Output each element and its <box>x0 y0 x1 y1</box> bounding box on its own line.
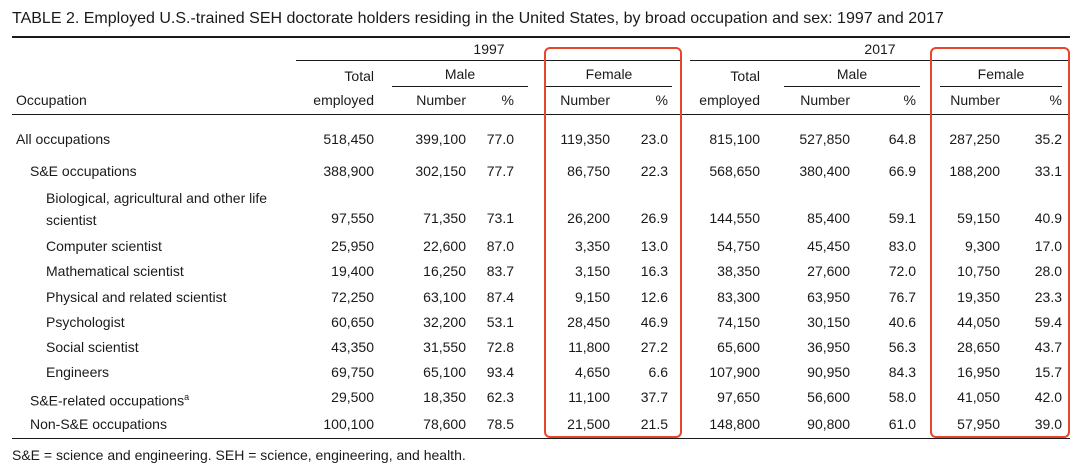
header-pct-female-1997: % <box>655 92 668 108</box>
cell-male-pct-2017: 83.0 <box>888 238 916 254</box>
cell-total-2017: 54,750 <box>717 238 760 254</box>
cell-female-pct-1997: 27.2 <box>640 339 668 355</box>
cell-female-number-2017: 59,150 <box>957 210 1000 226</box>
cell-male-pct-2017: 58.0 <box>888 389 916 405</box>
header-rule <box>12 114 1070 115</box>
cell-male-pct-2017: 84.3 <box>888 364 916 380</box>
header-number-male-1997: Number <box>416 92 466 108</box>
table-title: TABLE 2. Employed U.S.-trained SEH doctorate holders residing in the United States, by broad occupation and sex: 1997 and 2017 <box>12 10 944 27</box>
cell-male-pct-1997: 62.3 <box>486 389 514 405</box>
rule-male-1997 <box>392 86 528 87</box>
cell-male-number-2017: 90,950 <box>807 364 850 380</box>
row-label: Social scientist <box>46 339 139 355</box>
cell-total-1997: 518,450 <box>323 131 374 147</box>
cell-male-number-2017: 45,450 <box>807 238 850 254</box>
cell-male-pct-1997: 87.4 <box>486 289 514 305</box>
row-label: Engineers <box>46 364 110 380</box>
row-label: Non-S&E occupations <box>30 416 167 432</box>
cell-total-2017: 815,100 <box>709 131 760 147</box>
header-total-1997-a: Total <box>344 68 374 84</box>
cell-male-pct-2017: 61.0 <box>888 416 916 432</box>
row-label: S&E-related occupations$^a$ <box>30 392 190 409</box>
cell-male-pct-2017: 40.6 <box>888 314 916 330</box>
cell-total-2017: 97,650 <box>717 389 760 405</box>
header-occupation: Occupation <box>16 92 87 108</box>
cell-total-2017: 83,300 <box>717 289 760 305</box>
cell-total-2017: 38,350 <box>717 263 760 279</box>
header-number-female-2017: Number <box>950 92 1000 108</box>
cell-total-1997: 29,500 <box>331 389 374 405</box>
cell-female-number-2017: 44,050 <box>957 314 1000 330</box>
cell-male-pct-1997: 72.8 <box>486 339 514 355</box>
header-year-2017: 2017 <box>864 41 896 57</box>
highlight-female-2017 <box>930 47 1070 438</box>
cell-female-pct-2017: 40.9 <box>1034 210 1062 226</box>
cell-total-2017: 74,150 <box>717 314 760 330</box>
cell-male-number-1997: 31,550 <box>423 339 466 355</box>
cell-male-number-2017: 63,950 <box>807 289 850 305</box>
cell-male-pct-1997: 83.7 <box>486 263 514 279</box>
header-pct-male-2017: % <box>903 92 916 108</box>
cell-total-2017: 65,600 <box>717 339 760 355</box>
bottom-rule <box>12 438 1070 439</box>
header-male-1997: Male <box>444 66 476 82</box>
cell-female-number-1997: 26,200 <box>567 210 610 226</box>
cell-total-1997: 388,900 <box>323 163 374 179</box>
cell-total-2017: 107,900 <box>709 364 760 380</box>
cell-total-1997: 97,550 <box>331 210 374 226</box>
cell-female-pct-2017: 23.3 <box>1034 289 1062 305</box>
cell-female-number-1997: 4,650 <box>574 364 610 380</box>
cell-female-pct-2017: 15.7 <box>1034 364 1062 380</box>
cell-male-number-2017: 380,400 <box>799 163 850 179</box>
cell-male-pct-1997: 73.1 <box>486 210 514 226</box>
cell-female-pct-2017: 43.7 <box>1034 339 1062 355</box>
cell-female-number-2017: 57,950 <box>957 416 1000 432</box>
cell-female-pct-1997: 21.5 <box>640 416 668 432</box>
cell-male-pct-1997: 78.5 <box>486 416 514 432</box>
cell-male-number-2017: 56,600 <box>807 389 850 405</box>
row-label-line2: scientist <box>46 212 97 228</box>
row-label <box>46 186 267 232</box>
cell-total-2017: 144,550 <box>709 210 760 226</box>
cell-male-pct-1997: 87.0 <box>486 238 514 254</box>
header-year-1997: 1997 <box>473 41 505 57</box>
cell-female-number-2017: 19,350 <box>957 289 1000 305</box>
cell-total-1997: 25,950 <box>331 238 374 254</box>
header-total-2017-a: Total <box>730 68 760 84</box>
footnote-marker: a <box>184 392 190 402</box>
cell-female-pct-1997: 46.9 <box>640 314 668 330</box>
cell-male-pct-2017: 64.8 <box>888 131 916 147</box>
row-label: All occupations <box>16 131 111 147</box>
cell-male-number-1997: 399,100 <box>415 131 466 147</box>
header-pct-female-2017: % <box>1049 92 1062 108</box>
header-total-1997-b: employed <box>313 92 374 108</box>
cell-female-number-2017: 287,250 <box>949 131 1000 147</box>
cell-female-pct-2017: 59.4 <box>1034 314 1062 330</box>
cell-male-pct-2017: 56.3 <box>888 339 916 355</box>
cell-female-number-1997: 11,800 <box>568 339 610 355</box>
row-label: S&E occupations <box>30 163 137 179</box>
cell-female-pct-1997: 37.7 <box>640 389 668 405</box>
cell-male-number-1997: 302,150 <box>415 163 466 179</box>
cell-female-number-2017: 28,650 <box>957 339 1000 355</box>
cell-female-number-2017: 188,200 <box>949 163 1000 179</box>
cell-male-pct-2017: 66.9 <box>888 163 916 179</box>
header-pct-male-1997: % <box>501 92 514 108</box>
header-total-2017-b: employed <box>699 92 760 108</box>
header-number-female-1997: Number <box>560 92 610 108</box>
cell-female-number-1997: 28,450 <box>567 314 610 330</box>
cell-female-pct-2017: 17.0 <box>1034 238 1062 254</box>
header-male-2017: Male <box>836 66 868 82</box>
top-rule <box>12 36 1070 38</box>
cell-male-pct-2017: 59.1 <box>888 210 916 226</box>
cell-female-number-2017: 9,300 <box>964 238 1000 254</box>
row-label: Mathematical scientist <box>46 263 184 279</box>
cell-female-pct-2017: 35.2 <box>1034 131 1062 147</box>
cell-male-number-2017: 90,800 <box>807 416 850 432</box>
cell-female-number-1997: 119,350 <box>560 131 610 147</box>
cell-male-pct-2017: 76.7 <box>888 289 916 305</box>
cell-male-number-1997: 18,350 <box>423 389 466 405</box>
cell-female-pct-2017: 28.0 <box>1034 263 1062 279</box>
cell-male-number-1997: 63,100 <box>423 289 466 305</box>
cell-male-pct-1997: 53.1 <box>486 314 514 330</box>
row-label: Computer scientist <box>46 238 162 254</box>
cell-female-number-2017: 16,950 <box>957 364 1000 380</box>
cell-male-number-2017: 85,400 <box>807 210 850 226</box>
cell-male-number-1997: 71,350 <box>423 210 466 226</box>
cell-total-1997: 69,750 <box>331 364 374 380</box>
row-label-line1: Biological, agricultural and other life <box>46 190 268 206</box>
cell-female-pct-1997: 12.6 <box>640 289 668 305</box>
highlight-female-1997 <box>544 47 682 438</box>
cell-male-number-1997: 32,200 <box>423 314 466 330</box>
cell-female-number-2017: 41,050 <box>957 389 1000 405</box>
cell-male-number-2017: 36,950 <box>807 339 850 355</box>
cell-male-number-1997: 78,600 <box>423 416 466 432</box>
header-female-2017: Female <box>977 66 1025 82</box>
cell-male-number-1997: 22,600 <box>423 238 466 254</box>
cell-total-1997: 72,250 <box>331 289 374 305</box>
cell-female-number-1997: 86,750 <box>567 163 610 179</box>
cell-total-2017: 148,800 <box>709 416 760 432</box>
cell-female-pct-1997: 6.6 <box>648 364 668 380</box>
cell-female-number-1997: 9,150 <box>574 289 610 305</box>
cell-male-pct-1997: 93.4 <box>486 364 514 380</box>
header-number-male-2017: Number <box>800 92 850 108</box>
rule-male-2017 <box>784 86 920 87</box>
cell-female-number-1997: 21,500 <box>567 416 610 432</box>
cell-female-pct-2017: 39.0 <box>1034 416 1062 432</box>
cell-male-number-2017: 527,850 <box>799 131 850 147</box>
cell-female-number-2017: 10,750 <box>957 263 1000 279</box>
cell-male-number-2017: 30,150 <box>807 314 850 330</box>
cell-male-pct-2017: 72.0 <box>888 263 916 279</box>
cell-female-pct-2017: 33.1 <box>1034 163 1062 179</box>
cell-female-pct-1997: 26.9 <box>640 210 668 226</box>
cell-male-number-1997: 16,250 <box>423 263 466 279</box>
cell-total-1997: 19,400 <box>331 263 374 279</box>
cell-female-number-1997: 11,100 <box>568 389 610 405</box>
cell-female-number-1997: 3,150 <box>574 263 610 279</box>
cell-female-pct-2017: 42.0 <box>1034 389 1062 405</box>
cell-male-number-1997: 65,100 <box>423 364 466 380</box>
footnote: S&E = science and engineering. SEH = science, engineering, and health. <box>12 447 466 463</box>
cell-total-1997: 100,100 <box>323 416 374 432</box>
cell-female-pct-1997: 22.3 <box>640 163 668 179</box>
cell-female-number-1997: 3,350 <box>574 238 610 254</box>
cell-male-number-2017: 27,600 <box>807 263 850 279</box>
cell-total-2017: 568,650 <box>709 163 760 179</box>
cell-male-pct-1997: 77.0 <box>486 131 514 147</box>
cell-female-pct-1997: 23.0 <box>640 131 668 147</box>
row-label: Psychologist <box>46 314 125 330</box>
cell-female-pct-1997: 13.0 <box>640 238 668 254</box>
cell-female-pct-1997: 16.3 <box>640 263 668 279</box>
header-female-1997: Female <box>585 66 633 82</box>
row-label: Physical and related scientist <box>46 289 227 305</box>
cell-male-pct-1997: 77.7 <box>486 163 514 179</box>
cell-total-1997: 43,350 <box>331 339 374 355</box>
cell-total-1997: 60,650 <box>331 314 374 330</box>
